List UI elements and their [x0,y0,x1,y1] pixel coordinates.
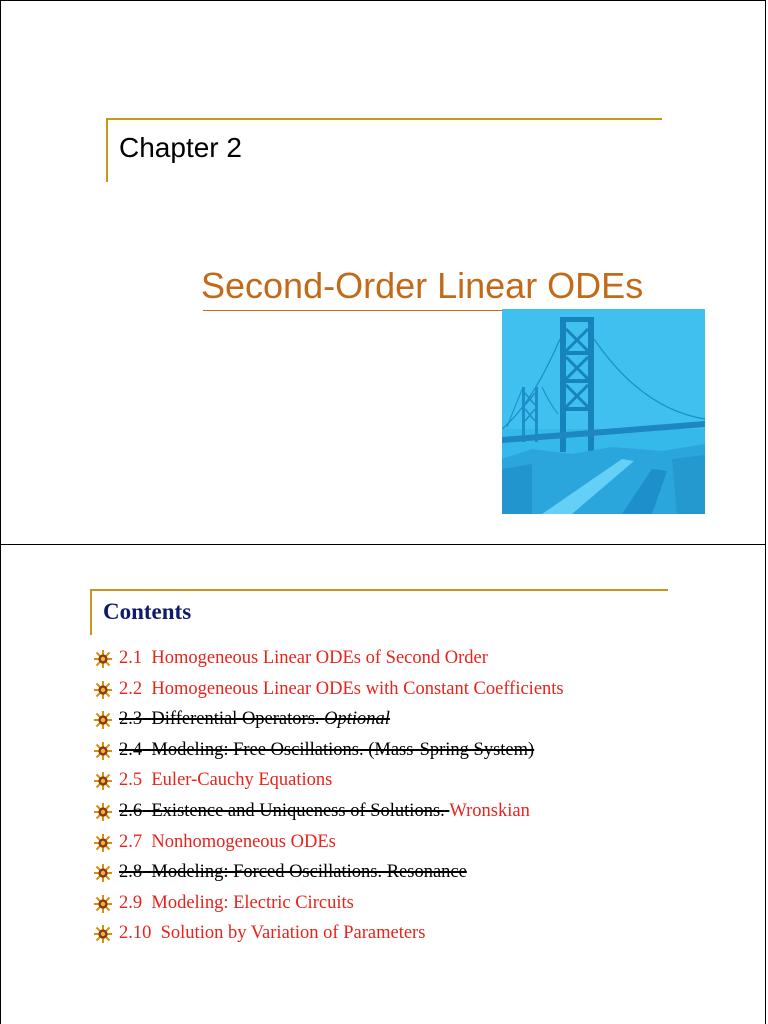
sparkle-bullet-icon [93,649,113,669]
contents-item-label: Modeling: Free Oscillations. (Mass-Spring System) [151,739,535,760]
contents-item [93,643,713,674]
contents-item-label: Differential Operators. [151,709,320,730]
sparkle-bullet-icon [93,710,113,730]
contents-item-label: Solution by Variation of Parameters [160,923,426,944]
contents-item [93,704,713,735]
contents-item-label: Nonhomogeneous ODEs [151,831,336,852]
contents-heading: Contents [103,599,192,624]
contents-item-number: 2.7 [119,831,143,852]
slide-title-text: Second-Order Linear ODEs [201,265,644,306]
sparkle-bullet-icon [93,863,113,883]
contents-item-number: 2.4 [119,739,143,760]
contents-item [93,918,713,949]
bridge-photo [502,309,705,514]
contents-item-number: 2.10 [119,923,152,944]
contents-item [93,827,713,858]
contents-item-extra: Wronskian [449,800,530,821]
sparkle-bullet-icon [93,741,113,761]
accent-bar-horizontal [90,589,668,591]
contents-item [93,857,713,888]
contents-item [93,674,713,705]
contents-item-number: 2.5 [119,770,143,791]
contents-item-extra: Optional [324,709,390,730]
slide-contents [0,544,766,1024]
chapter-label: Chapter 2 [119,132,242,163]
sparkle-bullet-icon [93,924,113,944]
contents-list [93,643,713,949]
contents-item-number: 2.9 [119,892,143,913]
contents-item-label: Homogeneous Linear ODEs of Second Order [151,648,488,668]
accent-bar-horizontal [106,118,662,120]
contents-item [93,796,713,827]
contents-item [93,735,713,766]
accent-bar-vertical [90,589,92,635]
contents-item-number: 2.1 [119,648,143,668]
contents-item-number: 2.8 [119,862,143,883]
contents-item [93,888,713,919]
contents-item [93,765,713,796]
sparkle-bullet-icon [93,802,113,822]
contents-item-label: Modeling: Forced Oscillations. Resonance [151,862,467,883]
contents-item-label: Euler-Cauchy Equations [151,770,333,791]
contents-item-number: 2.2 [119,678,143,699]
contents-item-number: 2.3 [119,709,143,730]
contents-item-label: Existence and Uniqueness of Solutions. [151,800,445,821]
sparkle-bullet-icon [93,771,113,791]
sparkle-bullet-icon [93,680,113,700]
contents-item-label: Homogeneous Linear ODEs with Constant Coefficients [151,678,564,699]
contents-item-label: Modeling: Electric Circuits [151,892,354,913]
accent-bar-vertical [106,118,108,182]
sparkle-bullet-icon [93,833,113,853]
sparkle-bullet-icon [93,894,113,914]
contents-item-number: 2.6 [119,800,143,821]
